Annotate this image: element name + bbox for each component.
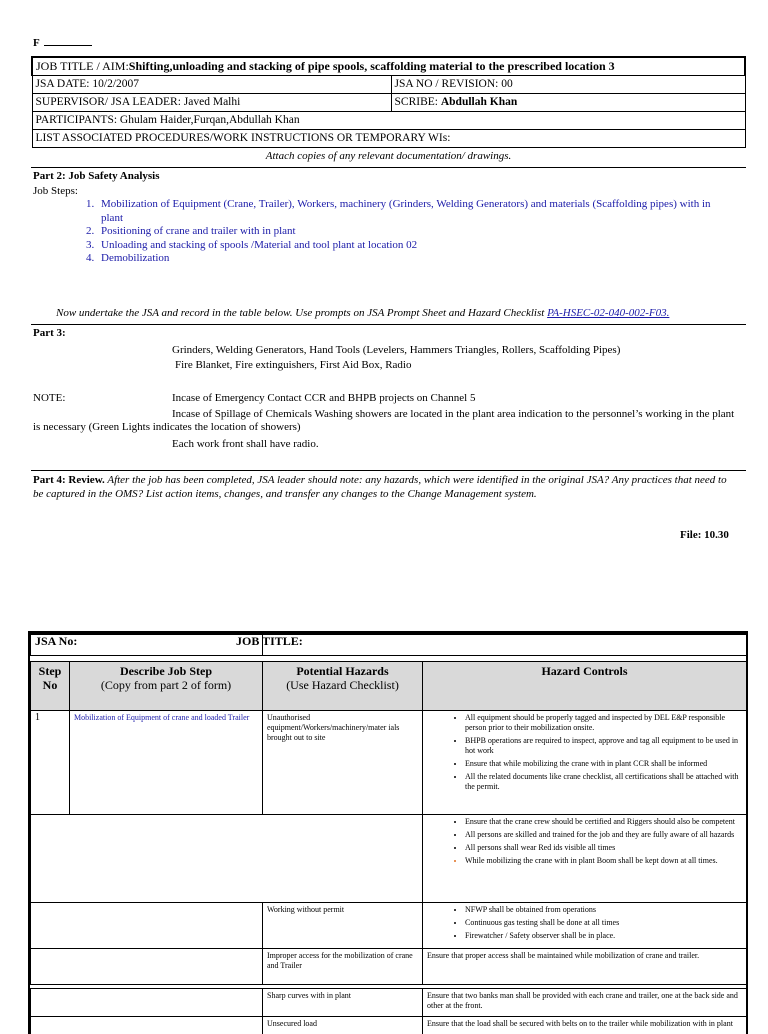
note-spillage: Incase of Spillage of Chemicals Washing showers are located in the plant area indication to the personnel’s working in the plant is necessary (Green Lights indicates the location of showers) <box>33 408 743 434</box>
table-row <box>31 1017 747 1034</box>
associated-procedures: LIST ASSOCIATED PROCEDURES/WORK INSTRUCTIONS OR TEMPORARY WIs: <box>32 130 745 148</box>
hazard: Unsecured load <box>263 1017 423 1034</box>
jsa-table-wrapper <box>28 631 748 1034</box>
hazard: Improper access for the mobilization of crane and Trailer <box>263 949 423 985</box>
part2-title: Part 2: Job Safety Analysis <box>33 170 160 182</box>
divider <box>31 324 746 325</box>
controls: Ensure that two banks man shall be provided with each crane and trailer, one at the back side and other at the front. <box>423 989 747 1017</box>
job-steps-list <box>86 198 726 266</box>
col-describe: Describe Job Step (Copy from part 2 of form) <box>70 662 263 711</box>
jsa-date: JSA DATE: 10/2/2007 <box>32 76 391 94</box>
job-title-label: JOB TITLE: <box>263 635 747 656</box>
step-number: 1 <box>31 711 70 815</box>
supervisor: SUPERVISOR/ JSA LEADER: Javed Malhi <box>32 94 391 112</box>
controls: • NFWP shall be obtained from operations • Continuous gas testing shall be done at all times • Firewatcher / Safety observer shall be in place. <box>423 903 747 949</box>
controls: Ensure that proper access shall be maintained while mobilization of crane and trailer. <box>423 949 747 985</box>
hazard: Sharp curves with in plant <box>263 989 423 1017</box>
table-row <box>31 989 747 1017</box>
form-label: F <box>33 36 92 49</box>
table-row <box>31 711 747 815</box>
col-hazards: Potential Hazards (Use Hazard Checklist) <box>263 662 423 711</box>
job-title-cell: JOB TITLE / AIM:Shifting,unloading and stacking of pipe spools, scaffolding material to the prescribed location 3 <box>32 57 745 76</box>
attach-note: Attach copies of any relevant documentation/ drawings. <box>31 150 746 162</box>
part3-title: Part 3: <box>33 327 66 339</box>
scribe: SCRIBE: Abdullah Khan <box>391 94 745 112</box>
jsa-table <box>30 634 747 1034</box>
table-row <box>31 949 747 985</box>
hazard-checklist-link[interactable]: PA-HSEC-02-040-002-F03. <box>547 307 669 319</box>
list-item: 3. Unloading and stacking of spools /Material and tool plant at location 02 <box>86 239 726 253</box>
controls: • Ensure that the crane crew should be certified and Riggers should also be competent • All persons are skilled and trained for the job and they are fully aware of all hazards • All persons shall wear Red ids visible all times • While mobilizing the crane with in plant Boom shall be kept down at all times. <box>423 815 747 903</box>
jsa-header-table <box>31 56 746 148</box>
job-steps-label: Job Steps: <box>33 185 78 197</box>
col-step-no: Step No <box>31 662 70 711</box>
table-row <box>31 815 747 903</box>
equipment-list-1: Grinders, Welding Generators, Hand Tools (Levelers, Hammers Triangles, Rollers, Scaffolding Pipes) <box>172 344 620 356</box>
note-label: NOTE: <box>33 392 65 404</box>
hazard: Unauthorised equipment/Workers/machinery/mater ials brought out to site <box>263 711 423 815</box>
divider <box>31 470 746 471</box>
equipment-list-2: Fire Blanket, Fire extinguishers, First Aid Box, Radio <box>175 359 412 371</box>
hazard: Working without permit <box>263 903 423 949</box>
file-number: File: 10.30 <box>680 529 729 541</box>
list-item: 4. Demobilization <box>86 252 726 266</box>
controls: • All equipment should be properly tagged and inspected by DEL E&P responsible person prior to their mobilization onsite. • BHPB operations are required to inspect, approve and tag all equipment to be used in hot work • Ensure that while mobilizing the crane with in plant CCR shall be informed • All the related documents like crane checklist, all certifications shall be attached with the permit. <box>423 711 747 815</box>
prompt-text: Now undertake the JSA and record in the table below. Use prompts on JSA Prompt Sheet and Hazard Checklist PA-HSEC-02-040-002-F03. <box>56 307 669 319</box>
divider <box>31 167 746 168</box>
table-row <box>31 903 747 949</box>
step-description: Mobilization of Equipment of crane and loaded Trailer <box>70 711 263 815</box>
note-emergency: Incase of Emergency Contact CCR and BHPB projects on Channel 5 <box>172 392 475 404</box>
jsa-no-revision: JSA NO / REVISION: 00 <box>391 76 745 94</box>
jsa-no-label: JSA No: <box>31 635 263 656</box>
col-controls: Hazard Controls <box>423 662 747 711</box>
controls: Ensure that the load shall be secured with belts on to the trailer while mobilization with in plant <box>423 1017 747 1034</box>
list-item: 1. Mobilization of Equipment (Crane, Trailer), Workers, machinery (Grinders, Welding Generators) and materials (Scaffolding pipes) with in plant <box>86 198 726 225</box>
list-item: 2. Positioning of crane and trailer with in plant <box>86 225 726 239</box>
note-radio: Each work front shall have radio. <box>172 438 319 450</box>
participants: PARTICIPANTS: Ghulam Haider,Furqan,Abdullah Khan <box>32 112 745 130</box>
part4-review: Part 4: Review. After the job has been completed, JSA leader should note: any hazards, which were identified in the original JSA? Any practices that need to be captured in the OMS? List action items, changes, and transfer any changes to the Change Management system. <box>33 473 733 501</box>
job-title-value: Shifting,unloading and stacking of pipe spools, scaffolding material to the prescribed location 3 <box>129 59 615 73</box>
